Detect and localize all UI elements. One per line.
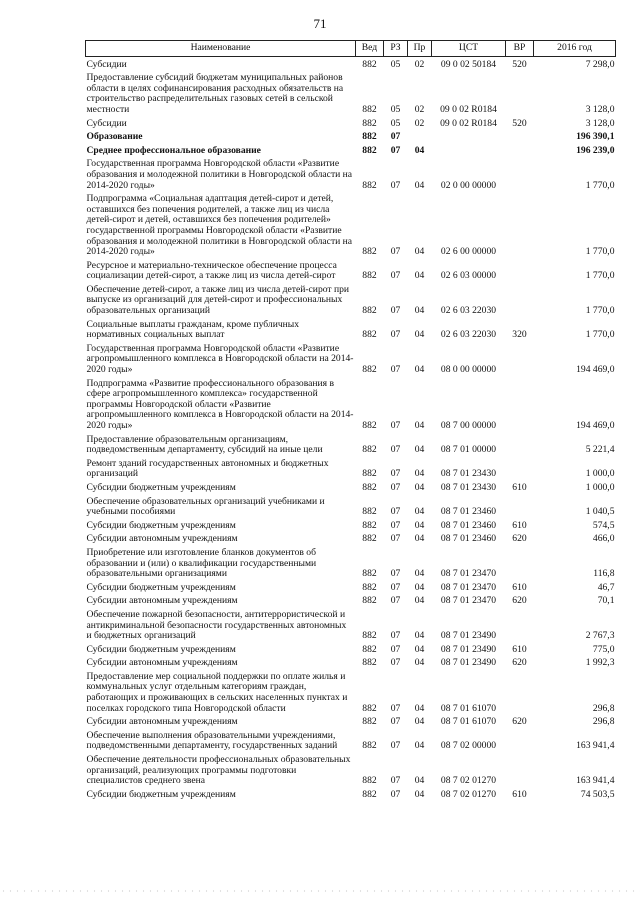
row-pr: 04 (414, 270, 425, 282)
row-sum: 74 503,5 (580, 788, 615, 800)
row-pr: 04 (414, 568, 425, 580)
row-sum: 1 770,0 (585, 270, 615, 282)
table-row (86, 787, 616, 801)
row-vr (506, 494, 534, 518)
table-row (86, 518, 616, 532)
row-sum: 1 770,0 (585, 305, 615, 317)
row-ved: 882 (362, 329, 377, 341)
row-vr (506, 607, 534, 642)
row-name: Среднее профессиональное образование (86, 144, 261, 156)
row-rz: 07 (390, 519, 401, 531)
row-vr (506, 156, 534, 191)
row-sum: 296,8 (592, 702, 615, 714)
row-pr: 04 (414, 305, 425, 317)
row-pr: 04 (414, 444, 425, 456)
column-header-sum: 2016 год (534, 41, 616, 57)
table-row (86, 258, 616, 282)
row-sum: 1 770,0 (585, 329, 615, 341)
table-row (86, 752, 616, 787)
table-row (86, 282, 616, 317)
row-ved: 882 (362, 420, 377, 431)
row-rz: 07 (390, 568, 401, 580)
row-pr: 04 (414, 364, 425, 376)
row-sum: 1 040,5 (585, 506, 615, 518)
row-rz: 07 (390, 444, 401, 456)
row-sum: 196 390,1 (576, 131, 615, 143)
row-cst: 02 6 03 00000 (440, 270, 497, 282)
row-name: Образование (86, 131, 143, 143)
row-pr: 04 (414, 702, 425, 714)
row-ved: 882 (362, 364, 377, 376)
table-row (86, 728, 616, 752)
row-rz: 07 (390, 468, 401, 480)
row-sum: 1 000,0 (585, 468, 615, 480)
row-name: Субсидии (86, 58, 127, 70)
row-name: Субсидии автономным учреждениям (86, 716, 238, 728)
row-sum: 574,5 (592, 519, 615, 531)
row-vr: 320 (512, 329, 527, 341)
table-row (86, 545, 616, 580)
row-rz: 07 (390, 657, 401, 669)
row-cst: 02 6 00 00000 (440, 246, 497, 258)
row-rz: 07 (390, 643, 401, 655)
row-vr: 610 (512, 788, 527, 800)
row-cst: 08 7 01 23490 (440, 643, 497, 655)
row-rz: 07 (390, 364, 401, 376)
table-row (86, 480, 616, 494)
row-cst: 08 7 01 23470 (440, 595, 497, 607)
row-pr: 04 (414, 595, 425, 607)
row-cst (432, 129, 506, 143)
column-header-ved: Вед (356, 41, 384, 57)
table-body (86, 56, 616, 800)
row-pr: 04 (414, 246, 425, 258)
row-ved: 882 (362, 702, 377, 714)
row-name: Субсидии автономным учреждениям (86, 595, 238, 607)
row-vr (506, 545, 534, 580)
table-row (86, 376, 616, 432)
table-row (86, 116, 616, 130)
row-ved: 882 (362, 58, 377, 70)
row-name: Субсидии бюджетным учреждениям (86, 788, 236, 800)
row-ved: 882 (362, 270, 377, 282)
row-ved: 882 (362, 481, 377, 493)
row-name: Предоставление субсидий бюджетам муниципальных районов области в целях софинансирования расходных обязательств на строительство распределительных газовых сетей в сельской местности (86, 72, 344, 115)
row-name: Приобретение или изготовление бланков документов об образовании и (или) о квалификации государственными образовательными организациями (86, 546, 317, 580)
row-ved: 882 (362, 246, 377, 258)
row-sum: 46,7 (597, 581, 615, 593)
row-pr: 04 (414, 420, 425, 431)
row-pr: 04 (414, 179, 425, 191)
row-name: Обеспечение образовательных организаций учебниками и учебными пособиями (86, 495, 325, 518)
row-ved: 882 (362, 630, 377, 642)
row-ved: 882 (362, 595, 377, 607)
row-vr (506, 282, 534, 317)
row-cst: 08 7 01 23470 (440, 568, 497, 580)
row-ved: 882 (362, 179, 377, 191)
row-cst: 08 7 02 01270 (440, 788, 497, 800)
row-cst: 02 6 03 22030 (440, 329, 497, 341)
table-row (86, 341, 616, 376)
row-rz: 07 (390, 131, 401, 143)
row-vr (506, 341, 534, 376)
row-vr: 610 (512, 481, 527, 493)
row-name: Субсидии (86, 117, 127, 129)
row-sum: 296,8 (592, 716, 615, 728)
row-cst: 08 7 01 23490 (440, 630, 497, 642)
row-ved: 882 (362, 775, 377, 787)
row-vr: 620 (512, 595, 527, 607)
row-name: Субсидии автономным учреждениям (86, 533, 238, 545)
row-rz: 07 (390, 740, 401, 752)
row-pr: 02 (414, 117, 425, 129)
row-rz: 05 (390, 58, 401, 70)
row-name: Обеспечение выполнения образовательными учреждениями, подведомственными департаменту, государственных заданий (86, 729, 338, 752)
table-row (86, 607, 616, 642)
row-sum: 1 000,0 (585, 481, 615, 493)
row-vr: 520 (512, 58, 527, 70)
row-rz: 07 (390, 775, 401, 787)
page-number: 71 (313, 16, 327, 31)
row-pr: 04 (414, 481, 425, 493)
table-row (86, 669, 616, 714)
budget-table (85, 40, 616, 800)
row-cst: 08 7 02 00000 (440, 740, 497, 752)
table-row (86, 531, 616, 545)
row-ved: 882 (362, 568, 377, 580)
row-ved: 882 (362, 131, 377, 143)
row-vr: 610 (512, 581, 527, 593)
row-sum: 3 128,0 (585, 117, 615, 129)
row-sum: 194 469,0 (576, 420, 615, 431)
table-row (86, 56, 616, 70)
row-pr: 04 (414, 643, 425, 655)
row-pr: 04 (414, 519, 425, 531)
row-sum: 3 128,0 (585, 103, 615, 115)
row-pr: 04 (414, 630, 425, 642)
row-name: Ремонт зданий государственных автономных и бюджетных организаций (86, 457, 329, 480)
row-ved: 882 (362, 506, 377, 518)
row-pr: 04 (414, 657, 425, 669)
row-ved: 882 (362, 144, 377, 156)
row-pr: 04 (414, 144, 425, 156)
table-row (86, 580, 616, 594)
row-cst: 09 0 02 R0184 (440, 117, 497, 129)
row-cst: 08 7 00 00000 (440, 420, 497, 431)
row-cst: 08 7 01 23460 (440, 519, 497, 531)
row-pr: 02 (414, 103, 425, 115)
table-row (86, 714, 616, 728)
table-row (86, 317, 616, 341)
row-name: Субсидии бюджетным учреждениям (86, 643, 236, 655)
row-rz: 07 (390, 246, 401, 258)
row-rz: 07 (390, 716, 401, 728)
row-pr: 04 (414, 329, 425, 341)
row-sum: 70,1 (597, 595, 615, 607)
row-pr: 04 (414, 788, 425, 800)
column-header-name: Наименование (86, 41, 356, 57)
row-vr: 620 (512, 716, 527, 728)
row-cst: 08 7 01 23430 (440, 481, 497, 493)
row-pr: 02 (414, 58, 425, 70)
table-row (86, 129, 616, 143)
column-header-vr: ВР (506, 41, 534, 57)
table-row (86, 655, 616, 669)
row-name: Субсидии автономным учреждениям (86, 657, 238, 669)
row-ved: 882 (362, 788, 377, 800)
row-vr (506, 752, 534, 787)
row-rz: 07 (390, 788, 401, 800)
row-name: Обеспечение детей-сирот, а также лиц из числа детей-сирот при выпуске из организаций для детей-сирот и профессиональных образовательных организаций (86, 283, 350, 317)
row-name: Субсидии бюджетным учреждениям (86, 481, 236, 493)
row-rz: 05 (390, 117, 401, 129)
row-name: Государственная программа Новгородской области «Развитие образования и молодежной политики в Новгородской области на 2014-2020 годы» (86, 158, 353, 191)
row-vr (506, 143, 534, 157)
row-rz: 07 (390, 581, 401, 593)
row-cst: 02 0 00 00000 (440, 179, 497, 191)
table-row (86, 642, 616, 656)
row-sum: 1 770,0 (585, 179, 615, 191)
row-ved: 882 (362, 444, 377, 456)
row-sum: 1 770,0 (585, 246, 615, 258)
row-name: Предоставление мер социальной поддержки по оплате жилья и коммунальных услуг отдельным категориям граждан, работающих и проживающих в сельских населенных пунктах и поселках городского типа Новгородской области (86, 670, 348, 714)
row-cst: 08 7 01 23430 (440, 468, 497, 480)
row-name: Обеспечение пожарной безопасности, антитеррористической и антикриминальной безопасности государственных автономных и бюджетных организаций (86, 608, 347, 642)
row-vr (506, 376, 534, 432)
row-cst: 08 0 00 00000 (440, 364, 497, 376)
row-cst: 08 7 02 01270 (440, 775, 497, 787)
row-ved: 882 (362, 117, 377, 129)
table-row (86, 494, 616, 518)
row-rz: 07 (390, 329, 401, 341)
row-rz: 07 (390, 144, 401, 156)
row-name: Социальные выплаты гражданам, кроме публичных нормативных социальных выплат (86, 318, 300, 341)
row-name: Обеспечение деятельности профессиональных образовательных организаций, реализующих программы подготовки специалистов среднего звена (86, 754, 351, 787)
row-vr (506, 669, 534, 714)
row-vr (506, 258, 534, 282)
row-rz: 05 (390, 103, 401, 115)
row-name: Подпрограмма «Социальная адаптация детей-сирот и детей, оставшихся без попечения родителей, а также лиц из числа детей-сирот и детей, оставшихся без попечения родителей» государственной программы Новгородской области «Развитие образования и молодежной политики в Новгородской области на 2014-2020 годы» (86, 193, 353, 258)
row-ved: 882 (362, 581, 377, 593)
row-vr (506, 191, 534, 258)
row-cst: 08 7 01 00000 (440, 444, 497, 456)
row-vr (506, 456, 534, 480)
row-sum: 116,8 (593, 568, 615, 580)
table-header (86, 41, 616, 57)
row-ved: 882 (362, 103, 377, 115)
scan-noise-dots (0, 888, 640, 894)
row-pr: 04 (414, 775, 425, 787)
row-rz: 07 (390, 702, 401, 714)
row-cst: 08 7 01 23460 (440, 506, 497, 518)
column-header-cst: ЦСТ (432, 41, 506, 57)
row-vr: 620 (512, 533, 527, 545)
table-row (86, 593, 616, 607)
row-name: Подпрограмма «Развитие профессионального образования в сфере агропромышленного комплекса» государственной программы Новгородской области «Развитие агропромышленного комплекса в Новгородской области на 2014-2020 годы» (86, 377, 354, 431)
row-rz: 07 (390, 270, 401, 282)
row-name: Предоставление образовательным организациям, подведомственным департаменту, субсидий на иные цели (86, 433, 323, 456)
table-row (86, 456, 616, 480)
row-sum: 775,0 (592, 643, 615, 655)
row-rz: 07 (390, 533, 401, 545)
row-vr: 520 (512, 117, 527, 129)
table-row (86, 70, 616, 115)
row-sum: 1 992,3 (585, 657, 615, 669)
row-name: Государственная программа Новгородской области «Развитие агропромышленного комплекса в Новгородской области на 2014-2020 годы» (86, 342, 354, 376)
row-pr: 04 (414, 716, 425, 728)
row-ved: 882 (362, 657, 377, 669)
row-sum: 194 469,0 (576, 364, 615, 376)
row-rz: 07 (390, 420, 401, 431)
table-row (86, 143, 616, 157)
row-vr: 610 (512, 519, 527, 531)
row-cst: 08 7 01 61070 (440, 702, 497, 714)
row-rz: 07 (390, 179, 401, 191)
row-pr: 04 (414, 740, 425, 752)
row-name: Субсидии бюджетным учреждениям (86, 581, 236, 593)
table-row (86, 432, 616, 456)
row-sum: 5 221,4 (585, 444, 615, 456)
row-sum: 163 941,4 (576, 775, 615, 787)
row-cst: 09 0 02 50184 (440, 58, 497, 70)
row-name: Ресурсное и материально-техническое обеспечение процесса социализации детей-сирот, а также лиц из числа детей-сирот (86, 259, 337, 282)
row-rz: 07 (390, 630, 401, 642)
row-cst: 09 0 02 R0184 (440, 103, 497, 115)
table-row (86, 191, 616, 258)
row-cst: 08 7 01 23470 (440, 581, 497, 593)
row-ved: 882 (362, 716, 377, 728)
row-name: Субсидии бюджетным учреждениям (86, 519, 236, 531)
row-pr: 04 (414, 581, 425, 593)
row-sum: 196 239,0 (576, 144, 615, 156)
row-rz: 07 (390, 595, 401, 607)
row-sum: 2 767,3 (585, 630, 615, 642)
row-vr (506, 728, 534, 752)
row-ved: 882 (362, 519, 377, 531)
row-vr: 620 (512, 657, 527, 669)
row-rz: 07 (390, 506, 401, 518)
row-rz: 07 (390, 481, 401, 493)
row-pr: 04 (414, 468, 425, 480)
row-ved: 882 (362, 305, 377, 317)
column-header-rz: РЗ (384, 41, 408, 57)
row-ved: 882 (362, 533, 377, 545)
row-rz: 07 (390, 305, 401, 317)
row-pr (408, 129, 432, 143)
row-cst: 08 7 01 23490 (440, 657, 497, 669)
row-pr: 04 (414, 533, 425, 545)
row-cst (432, 143, 506, 157)
row-ved: 882 (362, 468, 377, 480)
row-ved: 882 (362, 740, 377, 752)
row-vr (506, 432, 534, 456)
column-header-pr: Пр (408, 41, 432, 57)
row-sum: 163 941,4 (576, 740, 615, 752)
row-cst: 08 7 01 23460 (440, 533, 497, 545)
row-cst: 02 6 03 22030 (440, 305, 497, 317)
row-vr (506, 129, 534, 143)
row-sum: 7 298,0 (585, 58, 615, 70)
row-vr (506, 70, 534, 115)
row-pr: 04 (414, 506, 425, 518)
row-ved: 882 (362, 643, 377, 655)
row-vr: 610 (512, 643, 527, 655)
row-cst: 08 7 01 61070 (440, 716, 497, 728)
row-sum: 466,0 (592, 533, 615, 545)
table-row (86, 156, 616, 191)
